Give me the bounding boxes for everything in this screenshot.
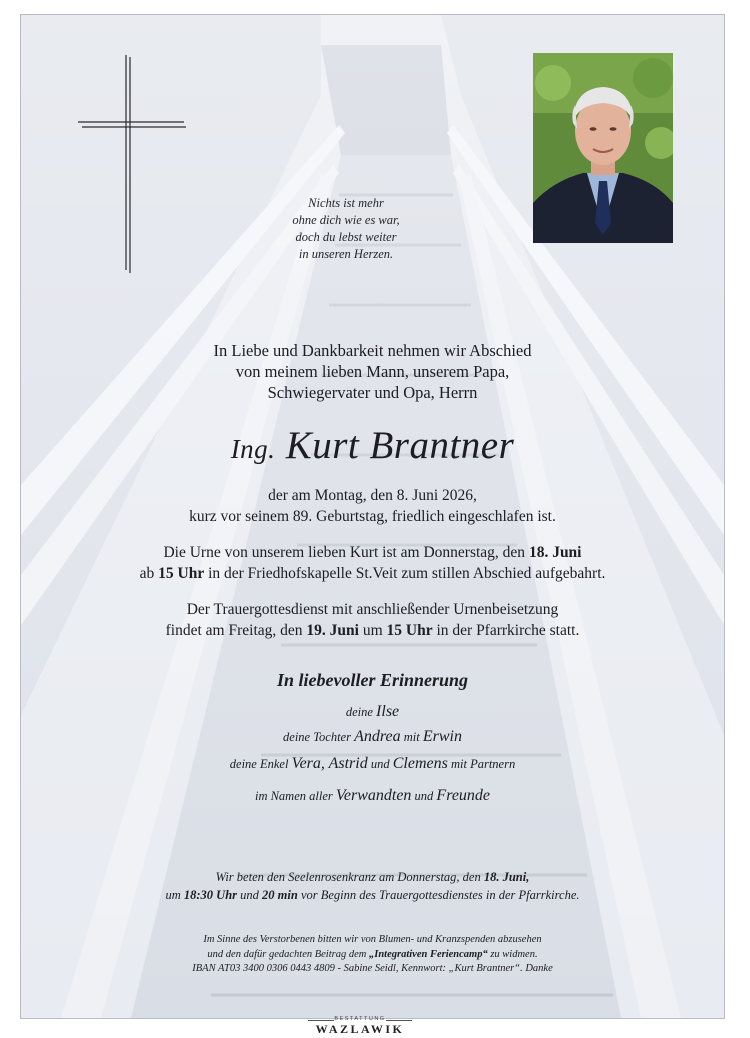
family-wife xyxy=(21,703,724,721)
service-text: in der Pfarrkirche statt. xyxy=(432,622,580,639)
urn-text: ab xyxy=(139,565,159,582)
rosary-line-2 xyxy=(21,886,724,904)
service-text: um xyxy=(358,622,387,639)
quote-line: in unseren Herzen. xyxy=(298,247,394,261)
logo-rule xyxy=(386,1020,412,1021)
rosary-text: Wir beten den Seelenrosenkranz am Donnerstag, den xyxy=(215,870,484,884)
donation-text: zu widmen. xyxy=(487,948,538,960)
intro-line: von meinem lieben Mann, unserem Papa, xyxy=(235,362,510,381)
funeral-service-notice xyxy=(21,599,724,641)
rosary-line-1 xyxy=(21,868,724,886)
intro-line: Schwiegervater und Opa, Herrn xyxy=(267,383,478,402)
family-name: Vera xyxy=(291,755,321,772)
family-text: mit xyxy=(403,730,420,744)
family-relatives xyxy=(21,787,724,805)
service-text: findet am Freitag, den xyxy=(165,622,307,639)
urn-line-1 xyxy=(21,542,724,563)
urn-text: Die Urne von unserem lieben Kurt ist am Donnerstag, den xyxy=(163,544,529,561)
death-line: der am Montag, den 8. Juni 2026, xyxy=(268,487,477,504)
family-name: Andrea xyxy=(354,728,401,745)
name-full: Kurt Brantner xyxy=(285,424,515,467)
death-notice xyxy=(21,485,724,527)
portrait-photo xyxy=(533,53,673,243)
family-text: und xyxy=(370,757,390,771)
family-name: Verwandten xyxy=(335,787,412,804)
donation-text: und den dafür gedachten Beitrag dem xyxy=(207,948,369,960)
rosary-time: 18:30 Uhr xyxy=(183,888,238,902)
family-text: im Namen aller xyxy=(254,789,333,803)
quote-line: Nichts ist mehr xyxy=(308,196,384,210)
family-text: und xyxy=(414,789,434,803)
urn-text: in der Friedhofskapelle St.Veit zum stillen Abschied aufgebahrt. xyxy=(204,565,606,582)
parte-card xyxy=(20,14,725,1019)
intro-text xyxy=(21,340,724,403)
rosary-notice xyxy=(21,868,724,904)
rosary-text: und xyxy=(237,888,263,902)
donation-line-1: Im Sinne des Verstorbenen bitten wir von Blumen- und Kranzspenden abzusehen xyxy=(203,934,542,945)
memorial-quote xyxy=(271,195,421,263)
urn-date: 18. Juni xyxy=(528,544,582,561)
service-date: 19. Juni xyxy=(306,622,359,639)
deceased-name xyxy=(21,423,724,468)
family-text: deine Enkel xyxy=(229,757,289,771)
rosary-text: um xyxy=(165,888,184,902)
rosary-duration: 20 min xyxy=(262,888,298,902)
death-line: kurz vor seinem 89. Geburtstag, friedlich eingeschlafen ist. xyxy=(189,508,556,525)
rosary-date: 18. Juni, xyxy=(483,870,530,884)
family-text: mit Partnern xyxy=(450,757,516,771)
quote-line: doch du lebst weiter xyxy=(295,230,397,244)
service-line-2 xyxy=(21,620,724,641)
family-name: Ilse xyxy=(376,703,400,720)
cross-icon xyxy=(76,55,188,275)
family-name: Clemens xyxy=(392,755,448,772)
family-name: Astrid xyxy=(328,755,368,772)
family-text: deine xyxy=(345,705,373,719)
family-name: Freunde xyxy=(436,787,491,804)
family-daughter xyxy=(21,728,724,746)
family-text: deine Tochter xyxy=(283,730,351,744)
donation-notice xyxy=(21,933,724,977)
urn-time: 15 Uhr xyxy=(158,565,205,582)
urn-viewing-notice xyxy=(21,542,724,584)
quote-line: ohne dich wie es war, xyxy=(292,213,400,227)
memory-heading: In liebevoller Erinnerung xyxy=(276,670,469,690)
funeral-home-logo xyxy=(300,1016,420,1037)
donation-recipient: „Integrativen Feriencamp“ xyxy=(368,948,488,960)
intro-line: In Liebe und Dankbarkeit nehmen wir Abschied xyxy=(213,341,532,360)
family-grandchildren: deine Enkel Vera, Astrid und Clemens mit Partnern xyxy=(229,755,516,772)
service-time: 15 Uhr xyxy=(386,622,433,639)
logo-name: WAZLAWIK xyxy=(315,1022,405,1036)
service-line-1: Der Trauergottesdienst mit anschließender Urnenbeisetzung xyxy=(186,601,559,618)
donation-line-2 xyxy=(21,948,724,963)
name-title: Ing. xyxy=(230,434,276,464)
logo-rule xyxy=(308,1020,334,1021)
rosary-text: vor Beginn des Trauergottesdienstes in der Pfarrkirche. xyxy=(297,888,580,902)
family-name: Erwin xyxy=(422,728,462,745)
logo-subtitle: BESTATTUNG xyxy=(334,1016,386,1022)
donation-line-3: IBAN AT03 3400 0306 0443 4809 - Sabine Seidl, Kennwort: „Kurt Brantner“. Danke xyxy=(192,963,553,974)
urn-line-2 xyxy=(21,563,724,584)
